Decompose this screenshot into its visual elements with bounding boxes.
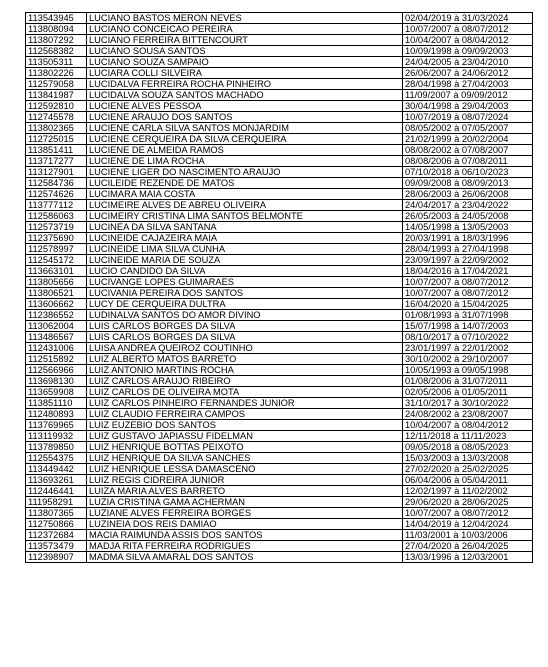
table-row: [26, 453, 533, 464]
table-row: [26, 156, 533, 167]
record-id-cell: 113851110: [26, 398, 87, 409]
record-id-cell: 113505311: [26, 57, 87, 68]
name-cell: LUZIANE ALVES FERREIRA BORGES: [87, 508, 403, 519]
period-cell: 10/04/2007 à 08/04/2012: [403, 35, 533, 46]
record-id-cell: 112579058: [26, 79, 87, 90]
period-cell: 09/09/2008 à 08/09/2013: [403, 178, 533, 189]
table-row: [26, 508, 533, 519]
period-cell: 23/09/1997 à 22/09/2002: [403, 255, 533, 266]
period-cell: 12/11/2018 à 11/11/2023: [403, 431, 533, 442]
record-id-cell: 112566966: [26, 365, 87, 376]
period-cell: 27/02/2020 à 25/02/2025: [403, 464, 533, 475]
name-cell: LUCINEA DA SILVA SANTANA: [87, 222, 403, 233]
name-cell: LUIZA MARIA ALVES BARRETO: [87, 486, 403, 497]
table-row: [26, 486, 533, 497]
record-id-cell: 112515892: [26, 354, 87, 365]
record-id-cell: 112574626: [26, 189, 87, 200]
table-row: [26, 431, 533, 442]
table-row: [26, 112, 533, 123]
record-id-cell: 113543945: [26, 13, 87, 24]
name-cell: LUISA ANDREA QUEIROZ COUTINHO: [87, 343, 403, 354]
table-row: [26, 57, 533, 68]
name-cell: LUCIENE CARLA SILVA SANTOS MONJARDIM: [87, 123, 403, 134]
table-row: [26, 79, 533, 90]
record-id-cell: 112480893: [26, 409, 87, 420]
period-cell: 11/09/2007 à 09/09/2012: [403, 90, 533, 101]
table-row: [26, 145, 533, 156]
period-cell: 21/02/1999 à 20/02/2004: [403, 134, 533, 145]
table-row: [26, 46, 533, 57]
period-cell: 15/03/2003 à 13/03/2008: [403, 453, 533, 464]
table-row: [26, 211, 533, 222]
period-cell: 13/03/1996 à 12/03/2001: [403, 552, 533, 563]
record-id-cell: 112592810: [26, 101, 87, 112]
record-id-cell: 113717277: [26, 156, 87, 167]
period-cell: 09/05/2018 à 08/05/2023: [403, 442, 533, 453]
name-cell: LUIZ HENRIQUE LESSA DAMASCENO: [87, 464, 403, 475]
period-cell: 24/08/2002 à 23/08/2007: [403, 409, 533, 420]
name-cell: MADMA SILVA AMARAL DOS SANTOS: [87, 552, 403, 563]
record-id-cell: 113789850: [26, 442, 87, 453]
table-row: [26, 409, 533, 420]
name-cell: LUCINEIDE CAJAZEIRA MAIA: [87, 233, 403, 244]
name-cell: LUCIANO BASTOS MERON NEVES: [87, 13, 403, 24]
name-cell: LUCIDALVA SOUZA SANTOS MACHADO: [87, 90, 403, 101]
period-cell: 26/05/2003 à 24/05/2008: [403, 211, 533, 222]
records-table: [25, 12, 533, 563]
period-cell: 15/07/1998 à 14/07/2003: [403, 321, 533, 332]
record-id-cell: 113777112: [26, 200, 87, 211]
period-cell: 02/04/2019 à 31/03/2024: [403, 13, 533, 24]
period-cell: 27/04/2020 à 26/04/2025: [403, 541, 533, 552]
period-cell: 28/04/1998 à 27/04/2003: [403, 79, 533, 90]
period-cell: 07/10/2018 à 06/10/2023: [403, 167, 533, 178]
table-row: [26, 497, 533, 508]
table-row: [26, 530, 533, 541]
table-row: [26, 519, 533, 530]
name-cell: LUCIENE ALVES PESSOA: [87, 101, 403, 112]
record-id-cell: 113806521: [26, 288, 87, 299]
name-cell: LUCINEIDE MARIA DE SOUZA: [87, 255, 403, 266]
records-table-body: [26, 13, 533, 563]
period-cell: 14/04/2019 à 12/04/2024: [403, 519, 533, 530]
table-row: [26, 475, 533, 486]
record-id-cell: 113851411: [26, 145, 87, 156]
record-id-cell: 112578997: [26, 244, 87, 255]
record-id-cell: 113573479: [26, 541, 87, 552]
name-cell: LUCIVANIA PEREIRA DOS SANTOS: [87, 288, 403, 299]
record-id-cell: 113802226: [26, 68, 87, 79]
record-id-cell: 113663101: [26, 266, 87, 277]
table-row: [26, 123, 533, 134]
name-cell: LUIZ ALBERTO MATOS BARRETO: [87, 354, 403, 365]
record-id-cell: 112745578: [26, 112, 87, 123]
name-cell: LUCIARA COLLI SILVEIRA: [87, 68, 403, 79]
table-row: [26, 13, 533, 24]
name-cell: LUCIANO FERREIRA BITTENCOURT: [87, 35, 403, 46]
record-id-cell: 113808094: [26, 24, 87, 35]
record-id-cell: 112375690: [26, 233, 87, 244]
table-row: [26, 376, 533, 387]
table-row: [26, 464, 533, 475]
table-row: [26, 35, 533, 46]
period-cell: 20/03/1991 à 18/03/1996: [403, 233, 533, 244]
record-id-cell: 112398907: [26, 552, 87, 563]
table-row: [26, 90, 533, 101]
table-row: [26, 420, 533, 431]
name-cell: LUCIO CANDIDO DA SILVA: [87, 266, 403, 277]
period-cell: 18/04/2016 à 17/04/2021: [403, 266, 533, 277]
record-id-cell: 112586063: [26, 211, 87, 222]
period-cell: 01/08/2006 à 31/07/2011: [403, 376, 533, 387]
table-row: [26, 321, 533, 332]
period-cell: 23/01/1997 à 22/01/2002: [403, 343, 533, 354]
name-cell: LUCIDALVA FERREIRA ROCHA PINHEIRO: [87, 79, 403, 90]
record-id-cell: 112568382: [26, 46, 87, 57]
table-row: [26, 68, 533, 79]
name-cell: LUIZ CARLOS DE OLIVEIRA MOTA: [87, 387, 403, 398]
period-cell: 10/04/2007 à 08/04/2012: [403, 420, 533, 431]
period-cell: 29/06/2020 à 28/06/2025: [403, 497, 533, 508]
period-cell: 24/04/2005 à 23/04/2010: [403, 57, 533, 68]
record-id-cell: 112372684: [26, 530, 87, 541]
table-row: [26, 354, 533, 365]
record-id-cell: 112725015: [26, 134, 87, 145]
record-id-cell: 113769965: [26, 420, 87, 431]
name-cell: LUCIMEIRE ALVES DE ABREU OLIVEIRA: [87, 200, 403, 211]
name-cell: LUIZ EUZEBIO DOS SANTOS: [87, 420, 403, 431]
name-cell: LUIZ REGIS CIDREIRA JUNIOR: [87, 475, 403, 486]
period-cell: 08/05/2002 à 07/05/2007: [403, 123, 533, 134]
table-row: [26, 343, 533, 354]
table-row: [26, 442, 533, 453]
record-id-cell: 113486567: [26, 332, 87, 343]
name-cell: LUDINALVA SANTOS DO AMOR DIVINO: [87, 310, 403, 321]
record-id-cell: 113606662: [26, 299, 87, 310]
period-cell: 10/07/2007 à 08/07/2012: [403, 277, 533, 288]
table-row: [26, 134, 533, 145]
name-cell: LUIZ HENRIQUE DA SILVA SANCHES: [87, 453, 403, 464]
record-id-cell: 112446441: [26, 486, 87, 497]
record-id-cell: 113659908: [26, 387, 87, 398]
table-row: [26, 365, 533, 376]
period-cell: 10/07/2007 à 08/07/2012: [403, 508, 533, 519]
period-cell: 02/05/2006 à 01/05/2011: [403, 387, 533, 398]
table-row: [26, 398, 533, 409]
record-id-cell: 113807365: [26, 508, 87, 519]
table-row: [26, 189, 533, 200]
record-id-cell: 112431006: [26, 343, 87, 354]
name-cell: LUIS CARLOS BORGES DA SILVA: [87, 332, 403, 343]
name-cell: LUCIMEIRY CRISTINA LIMA SANTOS BELMONTE: [87, 211, 403, 222]
record-id-cell: 113127901: [26, 167, 87, 178]
name-cell: MACIA RAIMUNDA ASSIS DOS SANTOS: [87, 530, 403, 541]
name-cell: LUIZ CARLOS PINHEIRO FERNANDES JUNIOR: [87, 398, 403, 409]
table-row: [26, 310, 533, 321]
period-cell: 08/08/2002 à 07/08/2007: [403, 145, 533, 156]
period-cell: 01/08/1993 à 31/07/1998: [403, 310, 533, 321]
record-id-cell: 113805656: [26, 277, 87, 288]
period-cell: 10/07/2007 à 08/07/2012: [403, 24, 533, 35]
name-cell: LUCIANO SOUZA SAMPAIO: [87, 57, 403, 68]
period-cell: 16/04/2020 à 15/04/2025: [403, 299, 533, 310]
name-cell: LUCIVANGE LOPES GUIMARAES: [87, 277, 403, 288]
period-cell: 11/03/2001 à 10/03/2006: [403, 530, 533, 541]
period-cell: 28/04/1993 à 27/04/1998: [403, 244, 533, 255]
name-cell: LUZINEIA DOS REIS DAMIAO: [87, 519, 403, 530]
period-cell: 12/02/1997 à 11/02/2002: [403, 486, 533, 497]
period-cell: 14/05/1998 à 13/05/2003: [403, 222, 533, 233]
table-row: [26, 200, 533, 211]
table-row: [26, 277, 533, 288]
table-row: [26, 332, 533, 343]
period-cell: 31/10/2017 à 30/10/2022: [403, 398, 533, 409]
record-id-cell: 113449442: [26, 464, 87, 475]
name-cell: LUCIENE LIGER DO NASCIMENTO ARAUJO: [87, 167, 403, 178]
table-row: [26, 101, 533, 112]
record-id-cell: 112584736: [26, 178, 87, 189]
table-row: [26, 178, 533, 189]
name-cell: LUCIMARA MAIA COSTA: [87, 189, 403, 200]
table-row: [26, 288, 533, 299]
name-cell: LUIZ ANTONIO MARTINS ROCHA: [87, 365, 403, 376]
table-row: [26, 552, 533, 563]
name-cell: LUZIA CRISTINA GAMA ACHERMAN: [87, 497, 403, 508]
name-cell: LUIZ CARLOS ARAUJO RIBEIRO: [87, 376, 403, 387]
name-cell: LUCILEIDE REZENDE DE MATOS: [87, 178, 403, 189]
name-cell: LUCIENE DE LIMA ROCHA: [87, 156, 403, 167]
name-cell: LUCY DE CERQUEIRA DULTRA: [87, 299, 403, 310]
table-row: [26, 24, 533, 35]
record-id-cell: 113698130: [26, 376, 87, 387]
period-cell: 10/05/1993 à 09/05/1998: [403, 365, 533, 376]
name-cell: LUIZ GUSTAVO JAPIASSU FIDELMAN: [87, 431, 403, 442]
table-row: [26, 299, 533, 310]
record-id-cell: 113693261: [26, 475, 87, 486]
period-cell: 06/04/2006 à 05/04/2011: [403, 475, 533, 486]
table-row: [26, 255, 533, 266]
name-cell: LUCIENE CERQUEIRA DA SILVA CERQUEIRA: [87, 134, 403, 145]
period-cell: 28/06/2003 à 26/06/2008: [403, 189, 533, 200]
period-cell: 26/06/2007 à 24/06/2012: [403, 68, 533, 79]
name-cell: LUCINEIDE LIMA SILVA CUNHA: [87, 244, 403, 255]
name-cell: MADJA RITA FERREIRA RODRIGUES: [87, 541, 403, 552]
period-cell: 30/10/2002 à 29/10/2007: [403, 354, 533, 365]
record-id-cell: 113841987: [26, 90, 87, 101]
period-cell: 10/07/2019 à 08/07/2024: [403, 112, 533, 123]
table-row: [26, 244, 533, 255]
period-cell: 08/08/2006 à 07/08/2011: [403, 156, 533, 167]
record-id-cell: 112386552: [26, 310, 87, 321]
table-row: [26, 233, 533, 244]
name-cell: LUCIANO CONCEICAO PEREIRA: [87, 24, 403, 35]
table-row: [26, 266, 533, 277]
period-cell: 10/09/1998 à 09/09/2003: [403, 46, 533, 57]
table-row: [26, 167, 533, 178]
record-id-cell: 112750866: [26, 519, 87, 530]
name-cell: LUCIANO SOUSA SANTOS: [87, 46, 403, 57]
period-cell: 08/10/2017 à 07/10/2022: [403, 332, 533, 343]
name-cell: LUIS CARLOS BORGES DA SILVA: [87, 321, 403, 332]
record-id-cell: 113119932: [26, 431, 87, 442]
table-row: [26, 541, 533, 552]
table-row: [26, 222, 533, 233]
record-id-cell: 113807292: [26, 35, 87, 46]
period-cell: 30/04/1998 à 29/04/2003: [403, 101, 533, 112]
period-cell: 24/04/2017 à 23/04/2022: [403, 200, 533, 211]
name-cell: LUCIENE DE ALMEIDA RAMOS: [87, 145, 403, 156]
record-id-cell: 111958291: [26, 497, 87, 508]
record-id-cell: 113062004: [26, 321, 87, 332]
record-id-cell: 113802365: [26, 123, 87, 134]
name-cell: LUIZ CLAUDIO FERREIRA CAMPOS: [87, 409, 403, 420]
record-id-cell: 112545172: [26, 255, 87, 266]
name-cell: LUCIENE ARAUJO DOS SANTOS: [87, 112, 403, 123]
record-id-cell: 112573719: [26, 222, 87, 233]
record-id-cell: 112554375: [26, 453, 87, 464]
table-row: [26, 387, 533, 398]
name-cell: LUIZ HENRIQUE BOTTAS PEIXOTO: [87, 442, 403, 453]
period-cell: 10/07/2007 à 08/07/2012: [403, 288, 533, 299]
